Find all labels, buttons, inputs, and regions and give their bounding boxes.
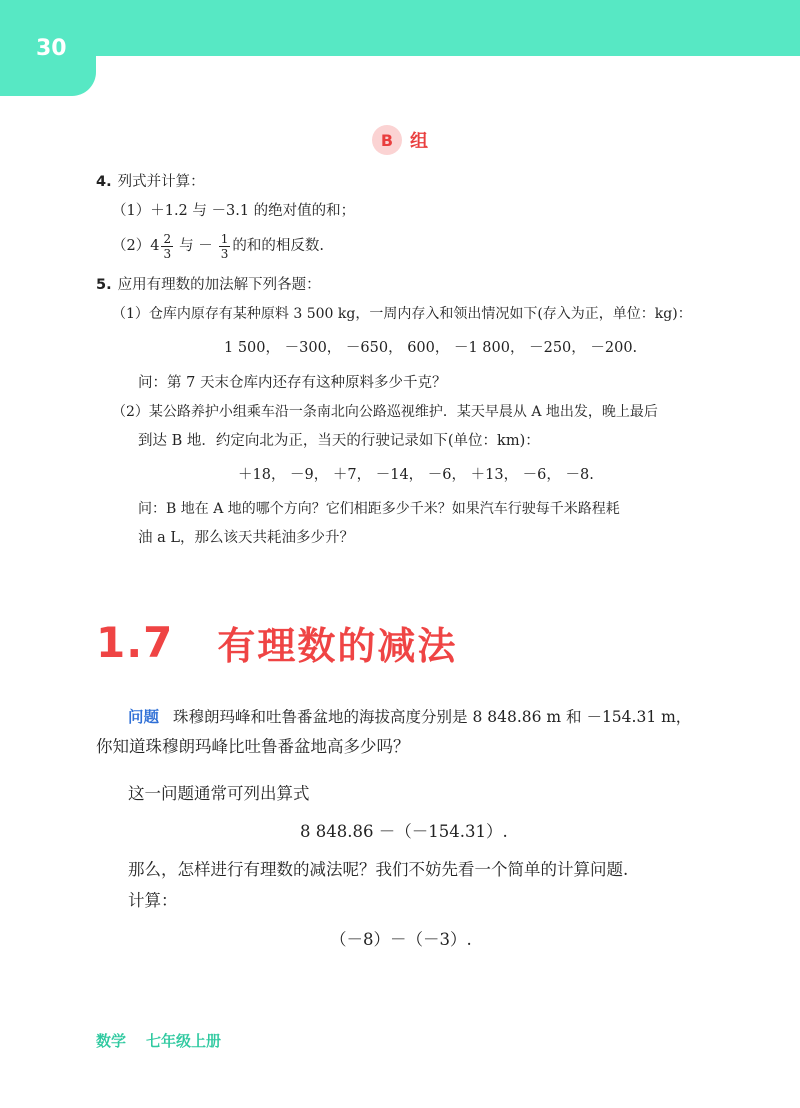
- question-5-number: 5.: [96, 277, 112, 293]
- question-5: [96, 275, 321, 295]
- question-4-text: 列式并计算：: [117, 174, 205, 190]
- paragraph-3: 计算：: [128, 891, 178, 910]
- fraction-two-thirds: [161, 232, 173, 261]
- fraction-one-third: [219, 232, 231, 261]
- paragraph-1: 这一问题通常可列出算式: [128, 784, 310, 803]
- page-number: 30: [36, 36, 67, 61]
- question-5-part-1-data: 1 500， －300， －650， 600， －1 800， －250， －200.: [224, 340, 638, 356]
- section-heading: [96, 612, 457, 672]
- section-title: 有理数的减法: [217, 623, 458, 668]
- footer: [96, 1030, 221, 1051]
- fraction-denominator: 3: [163, 246, 172, 261]
- question-4: [96, 172, 205, 192]
- footer-grade: 七年级上册: [146, 1032, 222, 1050]
- question-5-text: 应用有理数的加法解下列各题：: [117, 277, 321, 293]
- top-color-band: [0, 0, 800, 56]
- fraction-numerator: 2: [163, 231, 172, 246]
- question-4-part-2-prefix: （2）4: [112, 238, 160, 254]
- question-5-part-1-text: （1）仓库内原存有某种原料 3 500 kg，一周内存入和领出情况如下(存入为正，单位：kg)：: [112, 306, 692, 322]
- question-4-number: 4.: [96, 174, 112, 190]
- problem-statement-line-2: 你知道珠穆朗玛峰比吐鲁番盆地高多少吗？: [96, 737, 410, 756]
- footer-subject: 数学: [96, 1032, 127, 1050]
- question-4-part-2-suffix: 的和的相反数.: [232, 238, 324, 254]
- section-number: 1.7: [96, 617, 174, 667]
- problem-text: 珠穆朗玛峰和吐鲁番盆地的海拔高度分别是 8 848.86 m 和 －154.31 m，: [173, 708, 692, 726]
- paragraph-2: 那么，怎样进行有理数的减法呢？我们不妨先看一个简单的计算问题.: [128, 860, 629, 879]
- question-4-part-2-mid: 与 －: [179, 238, 213, 254]
- group-label: 组: [410, 131, 428, 152]
- question-4-part-1: （1）＋1.2 与 －3.1 的绝对值的和；: [112, 203, 356, 219]
- problem-statement-line-1: [128, 705, 691, 729]
- fraction-numerator: 1: [220, 231, 229, 246]
- formula-1: 8 848.86 －（－154.31）.: [300, 822, 508, 841]
- group-badge: B: [372, 125, 402, 155]
- question-4-part-2: [112, 230, 324, 262]
- problem-tag: 问题: [128, 708, 160, 726]
- question-5-part-1-question: 问：第 7 天末仓库内还存有这种原料多少千克？: [138, 375, 447, 391]
- question-5-part-2-data: ＋18， －9， ＋7， －14， －6， ＋13， －6， －8.: [238, 467, 594, 483]
- question-5-part-2-question-1: 问：B 地在 A 地的哪个方向？它们相距多少千米？如果汽车行驶每千米路程耗: [138, 501, 620, 517]
- question-5-part-2-question-2: 油 a L，那么该天共耗油多少升？: [138, 530, 354, 546]
- formula-2: （－8）－（－3）.: [330, 930, 472, 949]
- fraction-denominator: 3: [220, 246, 229, 261]
- question-5-part-2-line-2: 到达 B 地．约定向北为正，当天的行驶记录如下(单位：km)：: [138, 433, 540, 449]
- question-5-part-2-line-1: （2）某公路养护小组乘车沿一条南北向公路巡视维护．某天早晨从 A 地出发，晚上最后: [112, 404, 658, 420]
- group-heading: [372, 125, 428, 155]
